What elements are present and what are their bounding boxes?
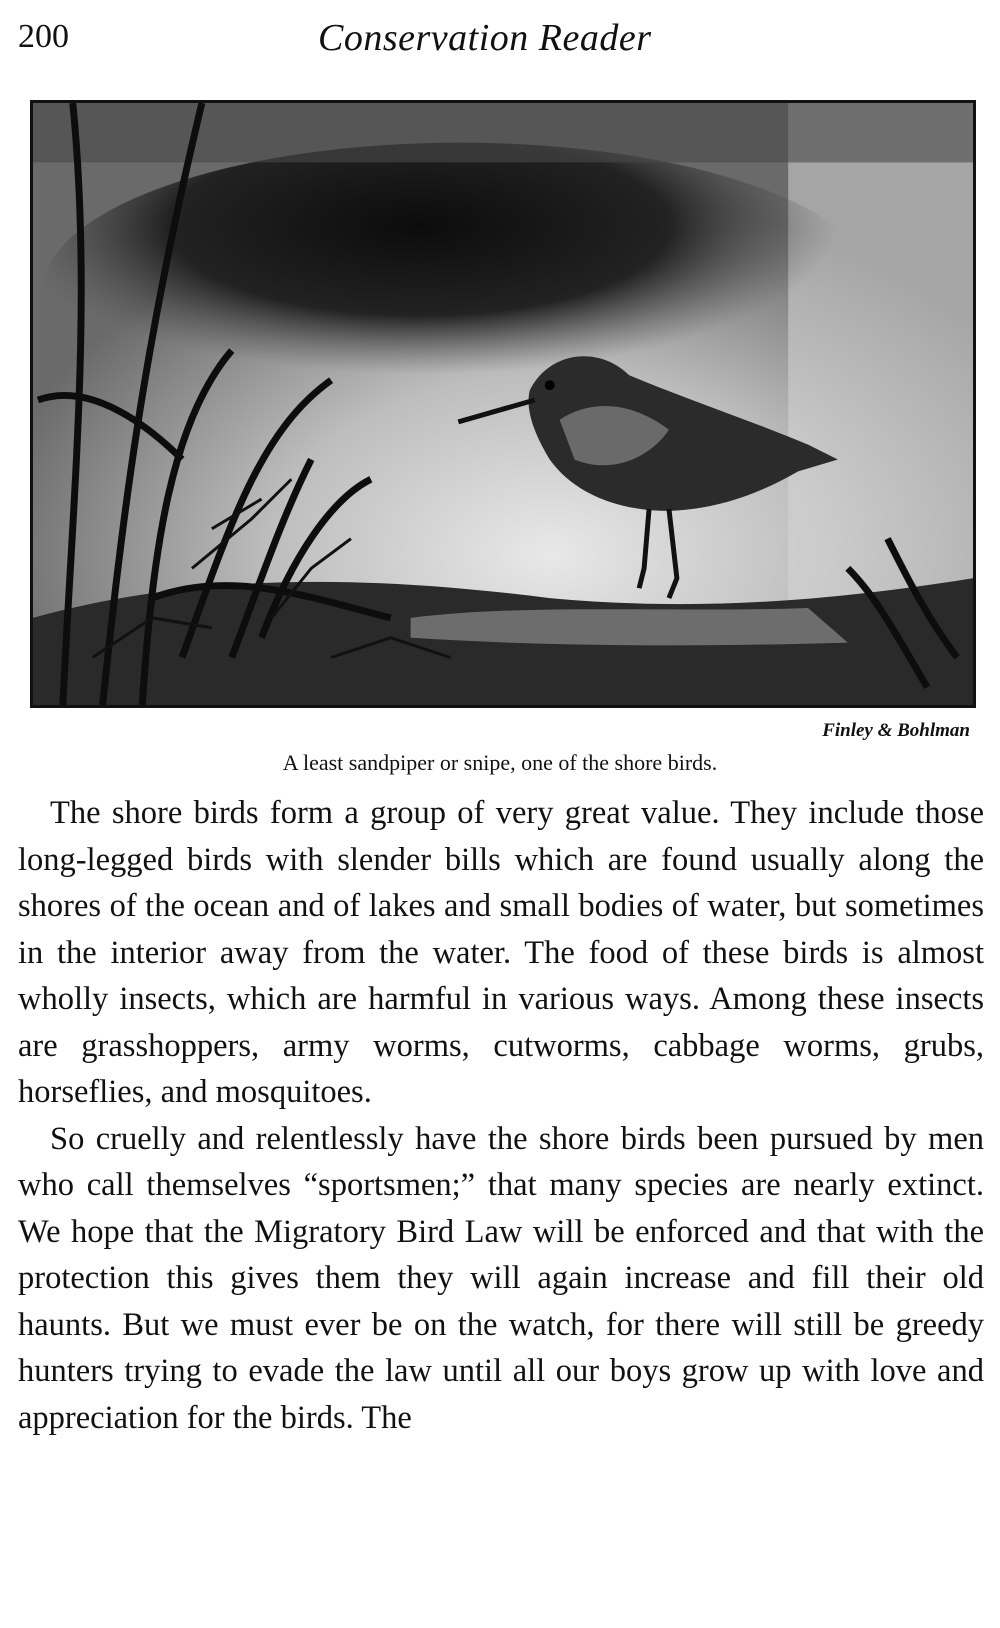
body-text [18,790,984,1441]
photo-shadow [43,143,878,440]
photo-credit: Finley & Bohlman [822,720,970,741]
figure-caption: A least sandpiper or snipe, one of the shore birds. [282,750,718,775]
sandpiper-photo [30,100,976,708]
sandpiper-photo-illustration [33,103,973,705]
page-header [18,12,960,72]
page-number: 200 [18,18,69,55]
running-title: Conservation Reader [318,17,652,59]
paragraph: So cruelly and relentlessly have the shore birds been pursued by men who call themselves “sportsmen;” that many species are nearly extinct. We hope that the Migratory Bird Law will be enforced and that with the protection this gives them they will again increase and fill their old haunts. But we must ever be on the watch, for there will still be greedy hunters trying to evade the law until all our boys grow up with love and appreciation for the birds. The [18,1120,984,1436]
paragraph: The shore birds form a group of very great value. They include those long-legged birds with slender bills which are found usually along the shores of the ocean and of lakes and small bodies of water, but sometimes in the interior away from the water. The food of these birds is almost wholly insects, which are harmful in various ways. Among these insects are grasshoppers, army worms, cutworms, cabbage worms, grubs, horseflies, and mosquitoes. [18,795,984,1110]
